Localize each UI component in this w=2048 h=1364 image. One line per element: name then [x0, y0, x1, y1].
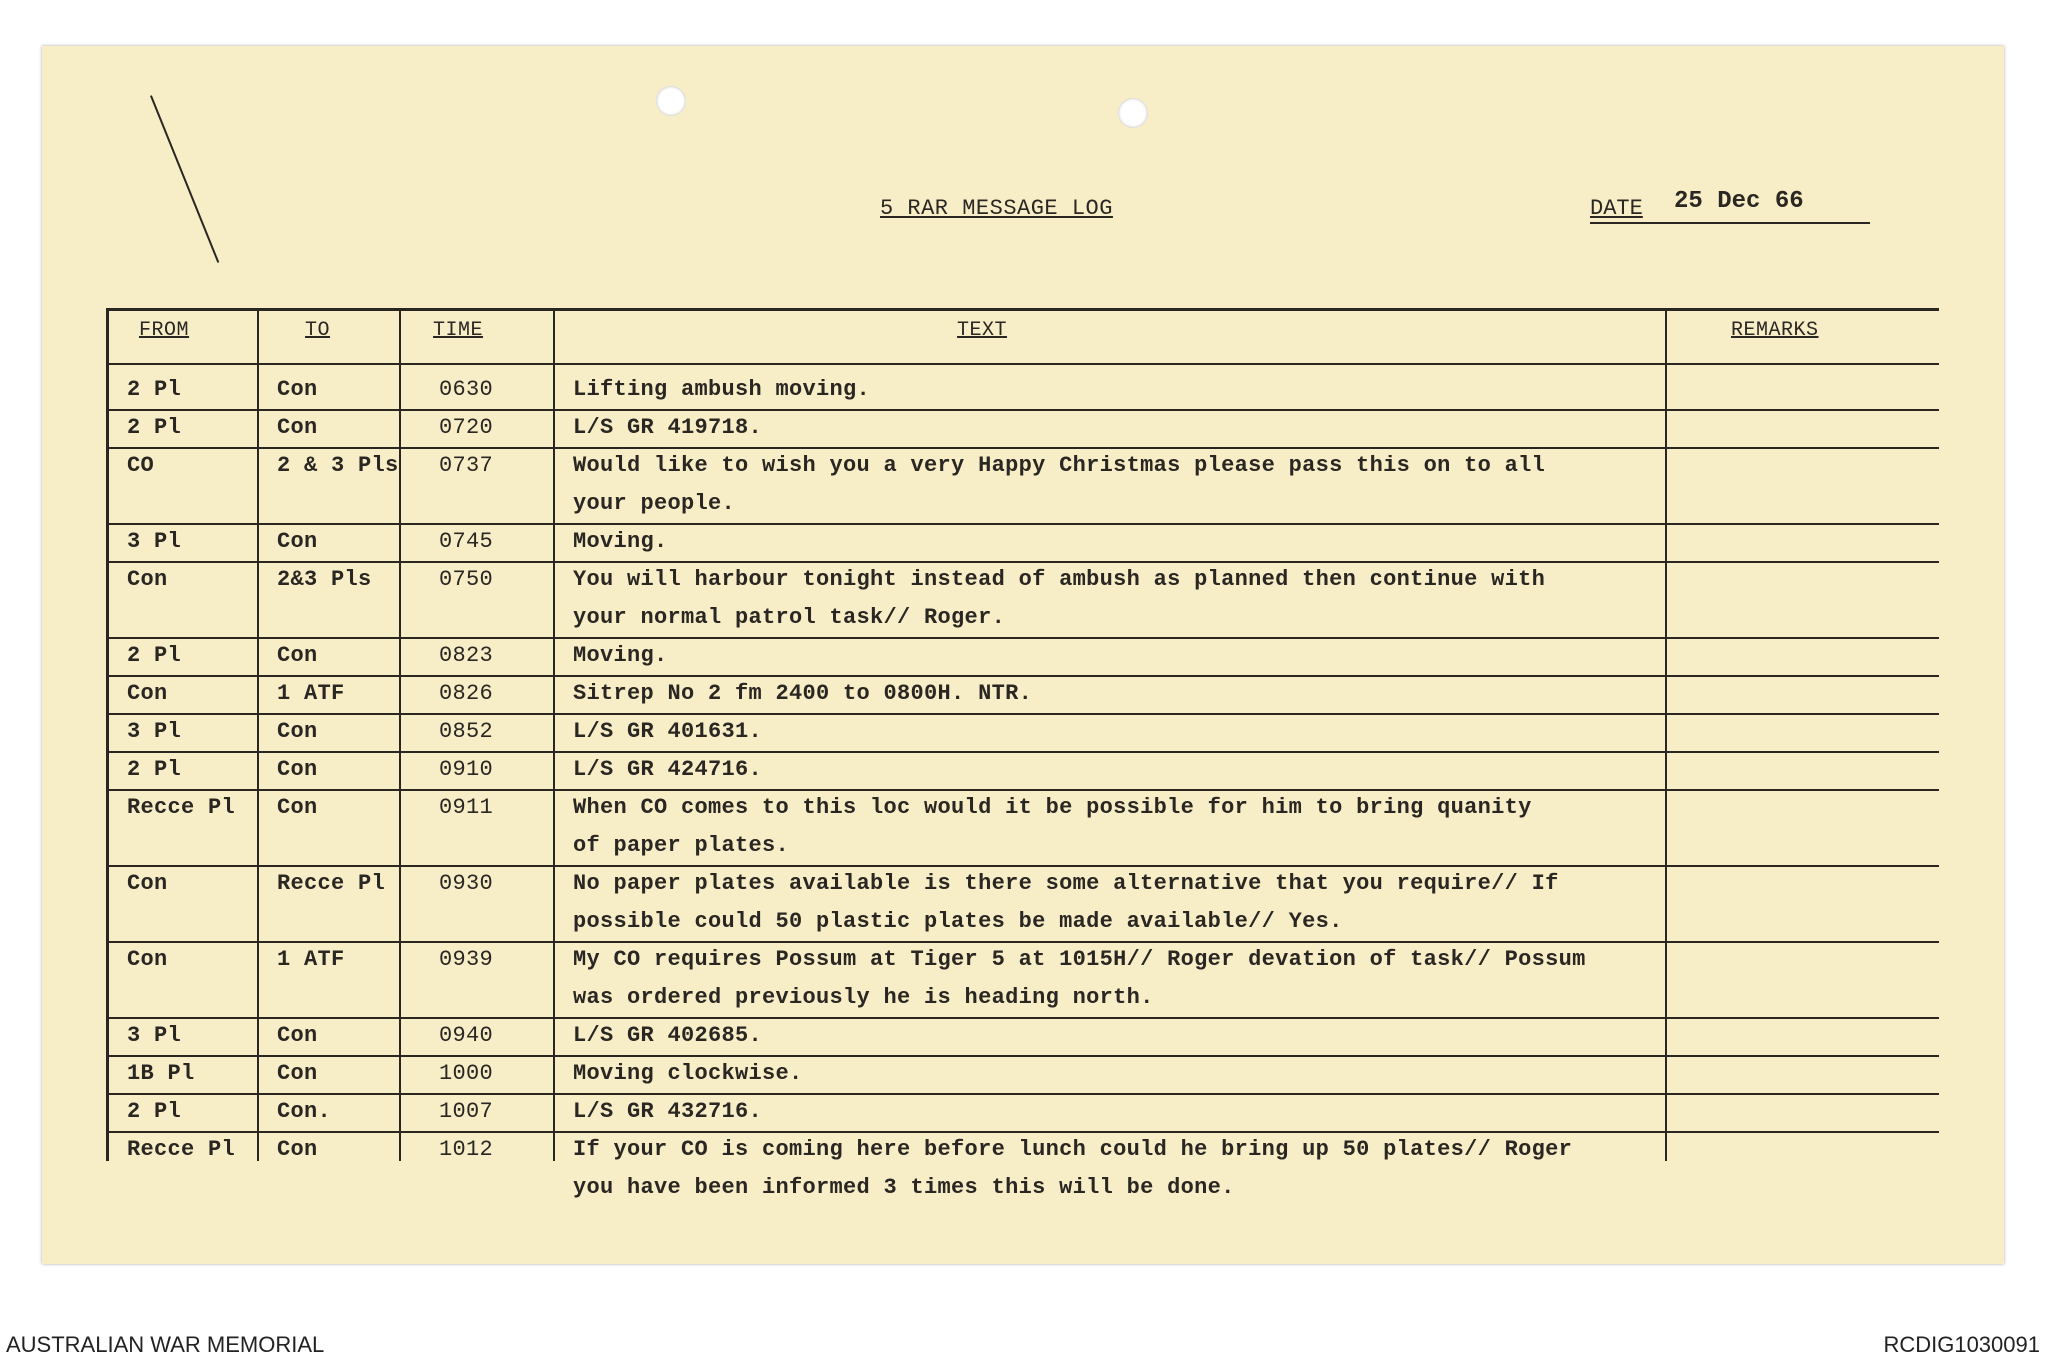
- row-from: Recce Pl: [127, 795, 236, 820]
- row-time: 0745: [439, 529, 494, 554]
- table-row: [109, 1133, 1939, 1209]
- row-text: Would like to wish you a very Happy Christmas please pass this on to all: [573, 453, 1546, 478]
- row-from: Con: [127, 681, 168, 706]
- row-time: 1007: [439, 1099, 494, 1124]
- header-rule: [109, 363, 1939, 365]
- message-log-table: [106, 308, 1939, 1200]
- row-to: Con: [277, 757, 318, 782]
- row-from: CO: [127, 453, 155, 478]
- row-to: Con: [277, 529, 318, 554]
- row-text: L/S GR 401631.: [573, 719, 763, 744]
- row-from: 2 Pl: [127, 415, 182, 440]
- row-text: You will harbour tonight instead of ambush as planned then continue with: [573, 567, 1546, 592]
- row-text: Moving clockwise.: [573, 1061, 803, 1086]
- punch-hole: [1118, 98, 1148, 128]
- pen-mark: [150, 95, 219, 263]
- row-text: L/S GR 424716.: [573, 757, 763, 782]
- row-time: 0720: [439, 415, 494, 440]
- row-text: My CO requires Possum at Tiger 5 at 1015H// Roger devation of task// Possum: [573, 947, 1586, 972]
- table-row: [109, 715, 1939, 753]
- row-text: Sitrep No 2 fm 2400 to 0800H. NTR.: [573, 681, 1033, 706]
- row-from: 2 Pl: [127, 1099, 182, 1124]
- row-to: Con: [277, 377, 318, 402]
- row-to: 1 ATF: [277, 681, 345, 706]
- row-from: Recce Pl: [127, 1137, 236, 1162]
- row-time: 0826: [439, 681, 494, 706]
- row-time: 0630: [439, 377, 494, 402]
- row-time: 0852: [439, 719, 494, 744]
- row-time: 0911: [439, 795, 494, 820]
- table-row: [109, 411, 1939, 449]
- row-from: 2 Pl: [127, 757, 182, 782]
- row-to: Con: [277, 415, 318, 440]
- row-text: Moving.: [573, 529, 668, 554]
- row-time: 0940: [439, 1023, 494, 1048]
- row-text: L/S GR 419718.: [573, 415, 763, 440]
- table-row: [109, 1019, 1939, 1057]
- row-to: Con: [277, 1061, 318, 1086]
- row-text-continued: your people.: [573, 491, 736, 516]
- table-row: [109, 867, 1939, 943]
- table-row: [109, 525, 1939, 563]
- row-text-continued: of paper plates.: [573, 833, 790, 858]
- row-from: 1B Pl: [127, 1061, 195, 1086]
- table-row: [109, 943, 1939, 1019]
- row-to: 2 & 3 Pls: [277, 453, 399, 478]
- row-time: 0930: [439, 871, 494, 896]
- row-time: 1012: [439, 1137, 494, 1162]
- row-text: Moving.: [573, 643, 668, 668]
- log-title: 5 RAR MESSAGE LOG: [880, 196, 1113, 221]
- row-text: No paper plates available is there some alternative that you require// If: [573, 871, 1559, 896]
- row-from: Con: [127, 947, 168, 972]
- row-time: 0910: [439, 757, 494, 782]
- row-time: 0737: [439, 453, 494, 478]
- table-row: [109, 1095, 1939, 1133]
- row-to: 1 ATF: [277, 947, 345, 972]
- row-text: L/S GR 402685.: [573, 1023, 763, 1048]
- row-time: 0939: [439, 947, 494, 972]
- row-to: Recce Pl: [277, 871, 386, 896]
- row-to: Con.: [277, 1099, 332, 1124]
- row-text-continued: was ordered previously he is heading north.: [573, 985, 1154, 1010]
- date-label: DATE: [1590, 196, 1643, 221]
- table-row: [109, 639, 1939, 677]
- table-row: [109, 1057, 1939, 1095]
- punch-hole: [656, 86, 686, 116]
- row-from: 3 Pl: [127, 1023, 182, 1048]
- row-time: 1000: [439, 1061, 494, 1086]
- row-to: Con: [277, 719, 318, 744]
- date-underline: [1590, 222, 1870, 224]
- table-row: [109, 753, 1939, 791]
- row-to: Con: [277, 795, 318, 820]
- row-text: Lifting ambush moving.: [573, 377, 871, 402]
- header-to: TO: [305, 319, 331, 342]
- row-text-continued: possible could 50 plastic plates be made available// Yes.: [573, 909, 1343, 934]
- row-text-continued: you have been informed 3 times this will be done.: [573, 1175, 1235, 1200]
- row-from: 2 Pl: [127, 377, 182, 402]
- row-from: 3 Pl: [127, 529, 182, 554]
- row-to: Con: [277, 643, 318, 668]
- row-to: Con: [277, 1137, 318, 1162]
- table-row: [109, 677, 1939, 715]
- table-row: [109, 449, 1939, 525]
- message-log-sheet: [42, 46, 2004, 1264]
- table-row: [109, 373, 1939, 411]
- record-id: RCDIG1030091: [1883, 1332, 2040, 1357]
- table-row: [109, 563, 1939, 639]
- header-from: FROM: [139, 319, 190, 342]
- row-text: If your CO is coming here before lunch could he bring up 50 plates// Roger: [573, 1137, 1573, 1162]
- row-from: Con: [127, 567, 168, 592]
- row-text-continued: your normal patrol task// Roger.: [573, 605, 1006, 630]
- row-to: Con: [277, 1023, 318, 1048]
- header-time: TIME: [433, 319, 484, 342]
- row-from: Con: [127, 871, 168, 896]
- header-remarks: REMARKS: [1731, 319, 1819, 342]
- row-time: 0823: [439, 643, 494, 668]
- archive-credit: AUSTRALIAN WAR MEMORIAL: [6, 1332, 325, 1357]
- row-text: When CO comes to this loc would it be possible for him to bring quanity: [573, 795, 1532, 820]
- row-from: 3 Pl: [127, 719, 182, 744]
- table-row: [109, 791, 1939, 867]
- header-text: TEXT: [957, 319, 1008, 342]
- row-from: 2 Pl: [127, 643, 182, 668]
- row-text: L/S GR 432716.: [573, 1099, 763, 1124]
- row-time: 0750: [439, 567, 494, 592]
- row-to: 2&3 Pls: [277, 567, 372, 592]
- date-value: 25 Dec 66: [1674, 188, 1804, 215]
